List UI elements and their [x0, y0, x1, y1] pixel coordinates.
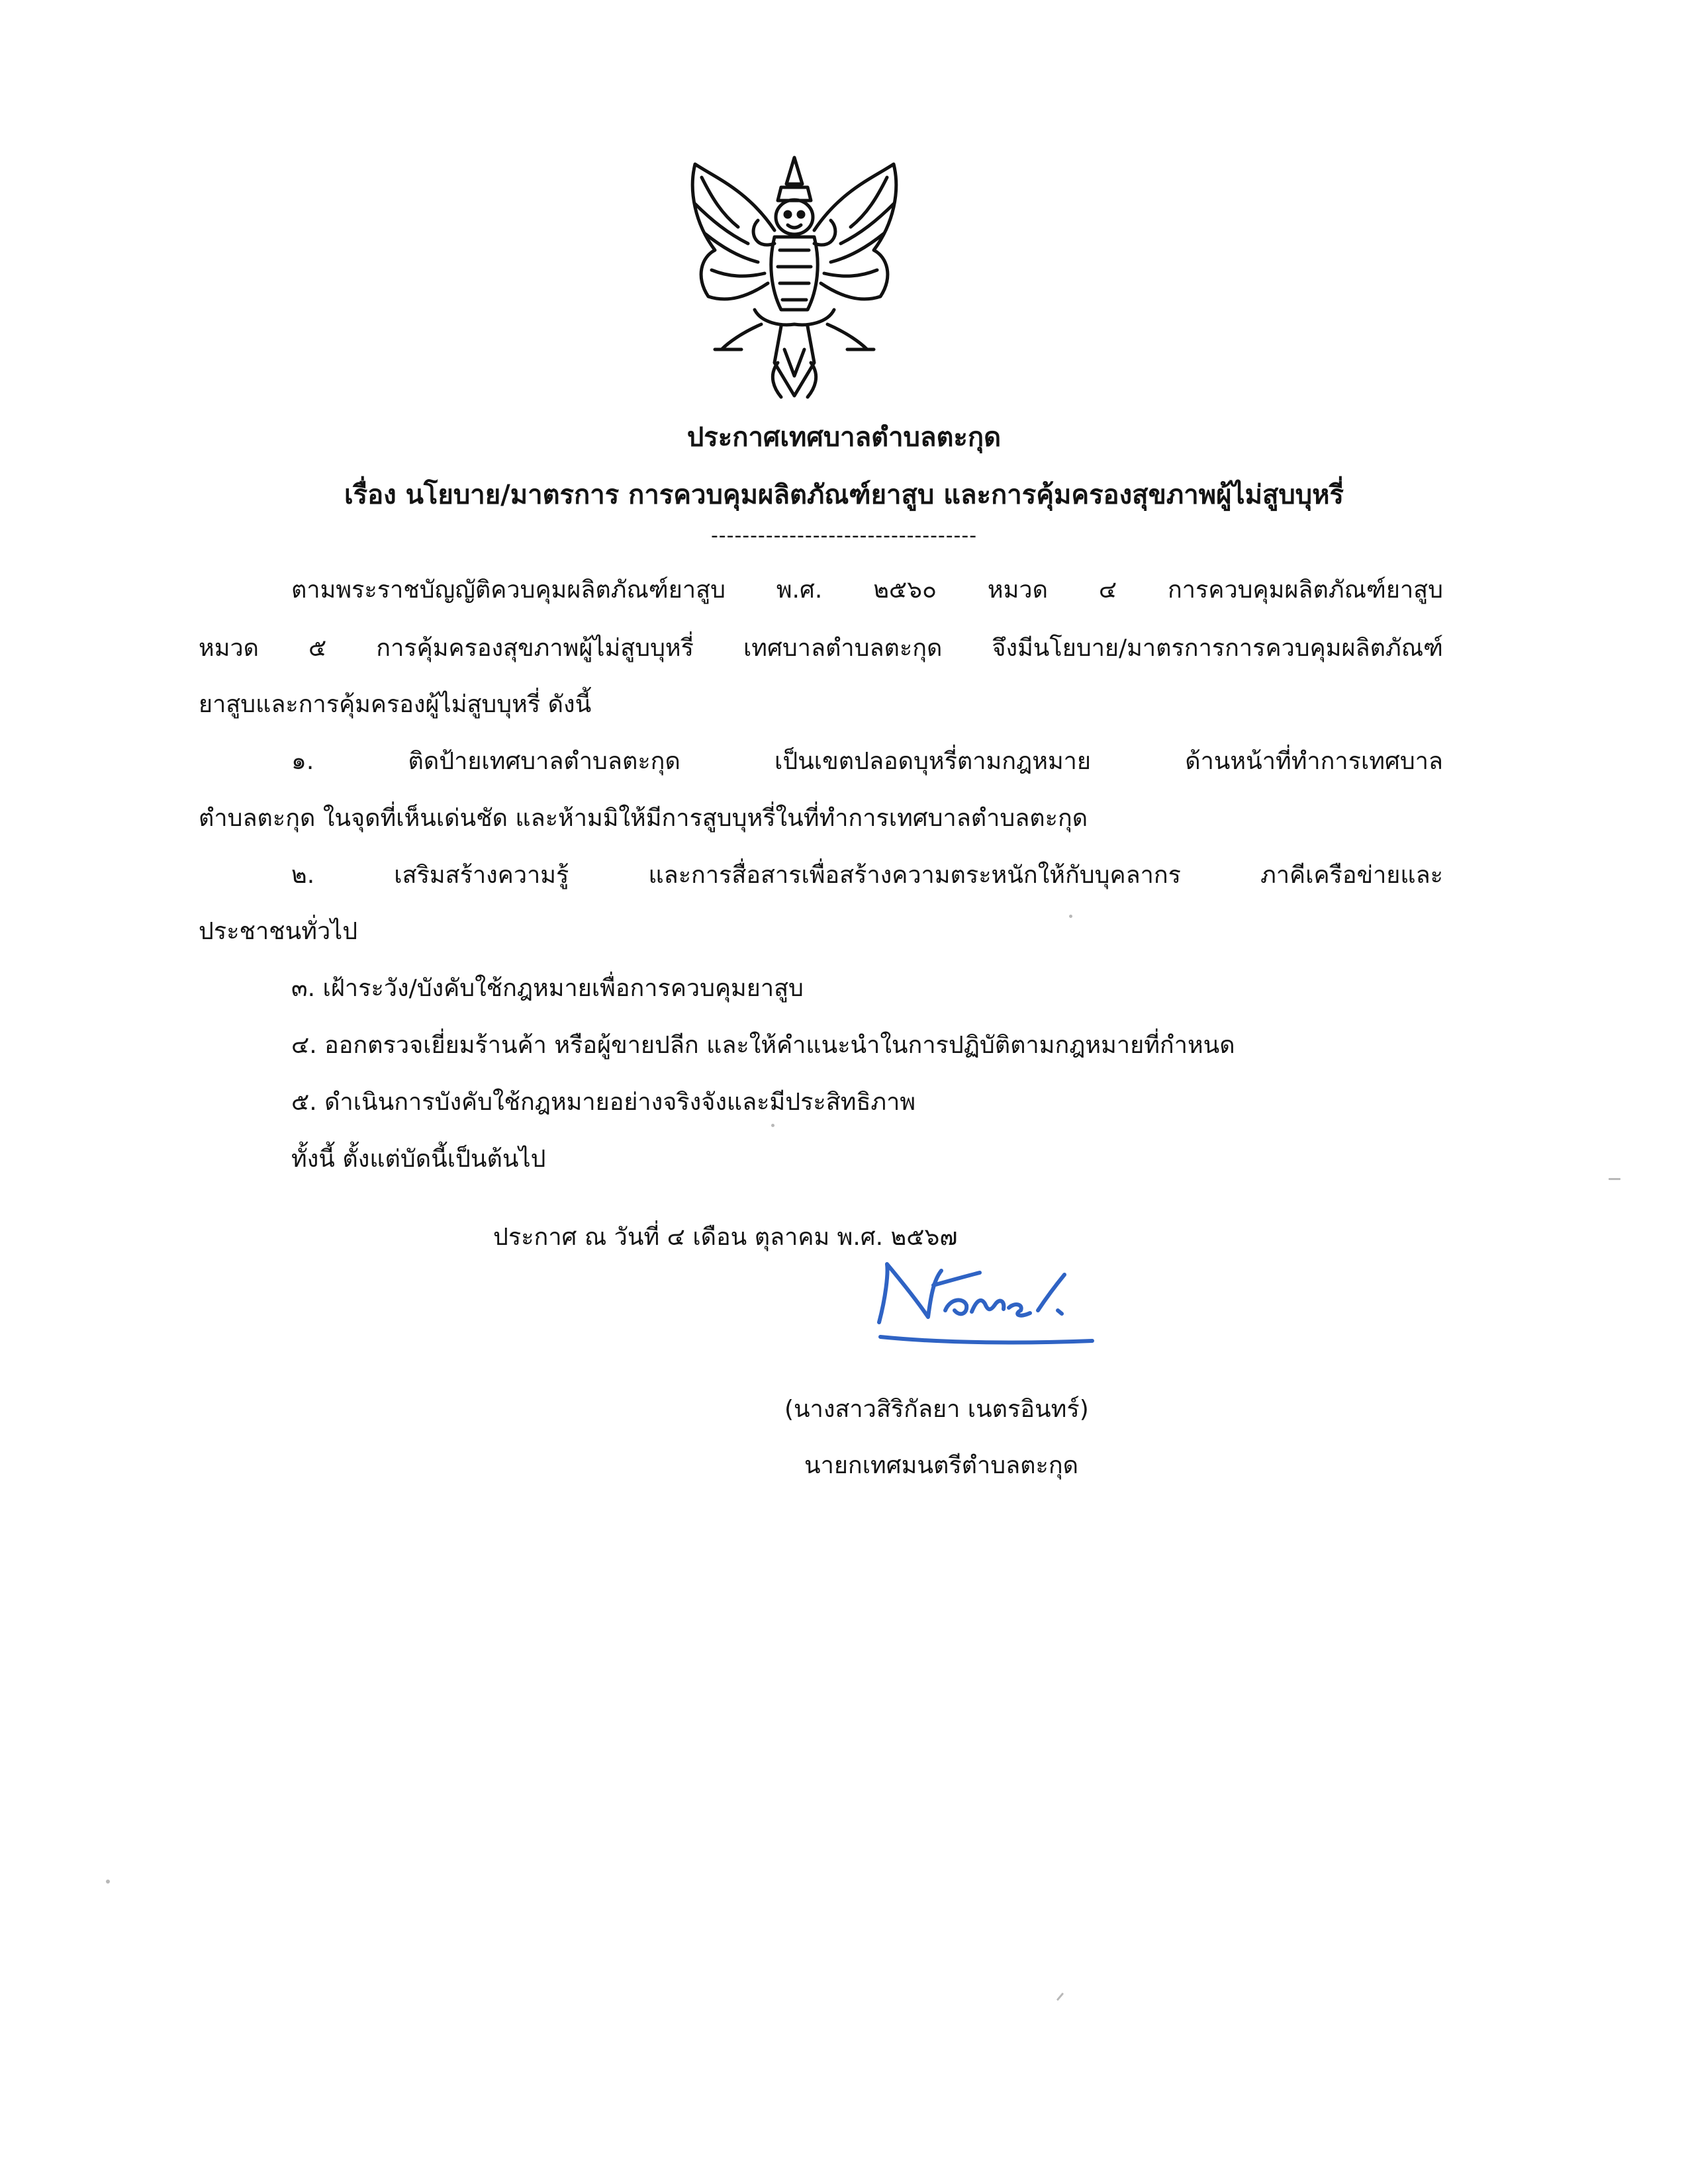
effective-statement: ทั้งนี้ ตั้งแต่บัดนี้เป็นต้นไป [291, 1146, 546, 1173]
list-item-1-line-1: ๑. ติดป้ายเทศบาลตำบลตะกุด เป็นเขตปลอดบุหรี่ตามกฎหมาย ด้านหน้าที่ทำการเทศบาล [291, 748, 1443, 775]
announcement-subject: เรื่อง นโยบาย/มาตรการ การควบคุมผลิตภัณฑ์ยาสูบ และการคุ้มครองสุขภาพผู้ไม่สูบบุหรี่ [344, 480, 1344, 510]
list-item-2-line-2: ประชาชนทั่วไป [199, 918, 358, 945]
scan-speck [771, 1124, 774, 1127]
list-item-1-line-2: ตำบลตะกุด ในจุดที่เห็นเด่นชัด และห้ามมิให้มีการสูบบุหรี่ในที่ทำการเทศบาลตำบลตะกุด [199, 805, 1088, 832]
scan-speck [106, 1880, 110, 1884]
signature-image [867, 1211, 1112, 1370]
list-item-3: ๓. เฝ้าระวัง/บังคับใช้กฎหมายเพื่อการควบคุมยาสูบ [291, 975, 804, 1002]
intro-line-2: หมวด ๕ การคุ้มครองสุขภาพผู้ไม่สูบบุหรี่ เทศบาลตำบลตะกุด จึงมีนโยบาย/มาตรการการควบคุมผลิตภัณฑ์ [199, 635, 1443, 662]
scan-speck [1056, 1993, 1064, 2001]
list-item-5: ๕. ดำเนินการบังคับใช้กฎหมายอย่างจริงจังและมีประสิทธิภาพ [291, 1089, 916, 1116]
list-item-4: ๔. ออกตรวจเยี่ยมร้านค้า หรือผู้ขายปลีก และให้คำแนะนำในการปฏิบัติตามกฎหมายที่กำหนด [291, 1032, 1235, 1059]
scan-speck [1609, 1178, 1620, 1180]
scan-speck [1069, 915, 1072, 918]
list-item-2-line-1: ๒. เสริมสร้างความรู้ และการสื่อสารเพื่อสร้างความตระหนักให้กับบุคลากร ภาคีเครือข่ายและ [291, 862, 1443, 889]
announcement-title: ประกาศเทศบาลตำบลตะกุด [686, 422, 1002, 453]
title-divider: ---------------------------------- [710, 524, 978, 547]
garuda-emblem [675, 151, 914, 406]
signer-name: (นางสาวสิริกัลยา เนตรอินทร์) [784, 1396, 1089, 1423]
intro-line-1: ตามพระราชบัญญัติควบคุมผลิตภัณฑ์ยาสูบ พ.ศ. ๒๕๖๐ หมวด ๔ การควบคุมผลิตภัณฑ์ยาสูบ [291, 576, 1443, 604]
signer-title: นายกเทศมนตรีตำบลตะกุด [804, 1452, 1079, 1479]
announcement-date: ประกาศ ณ วันที่ ๔ เดือน ตุลาคม พ.ศ. ๒๕๖๗ [493, 1224, 958, 1251]
intro-line-3: ยาสูบและการคุ้มครองผู้ไม่สูบบุหรี่ ดังนี้ [199, 691, 592, 718]
